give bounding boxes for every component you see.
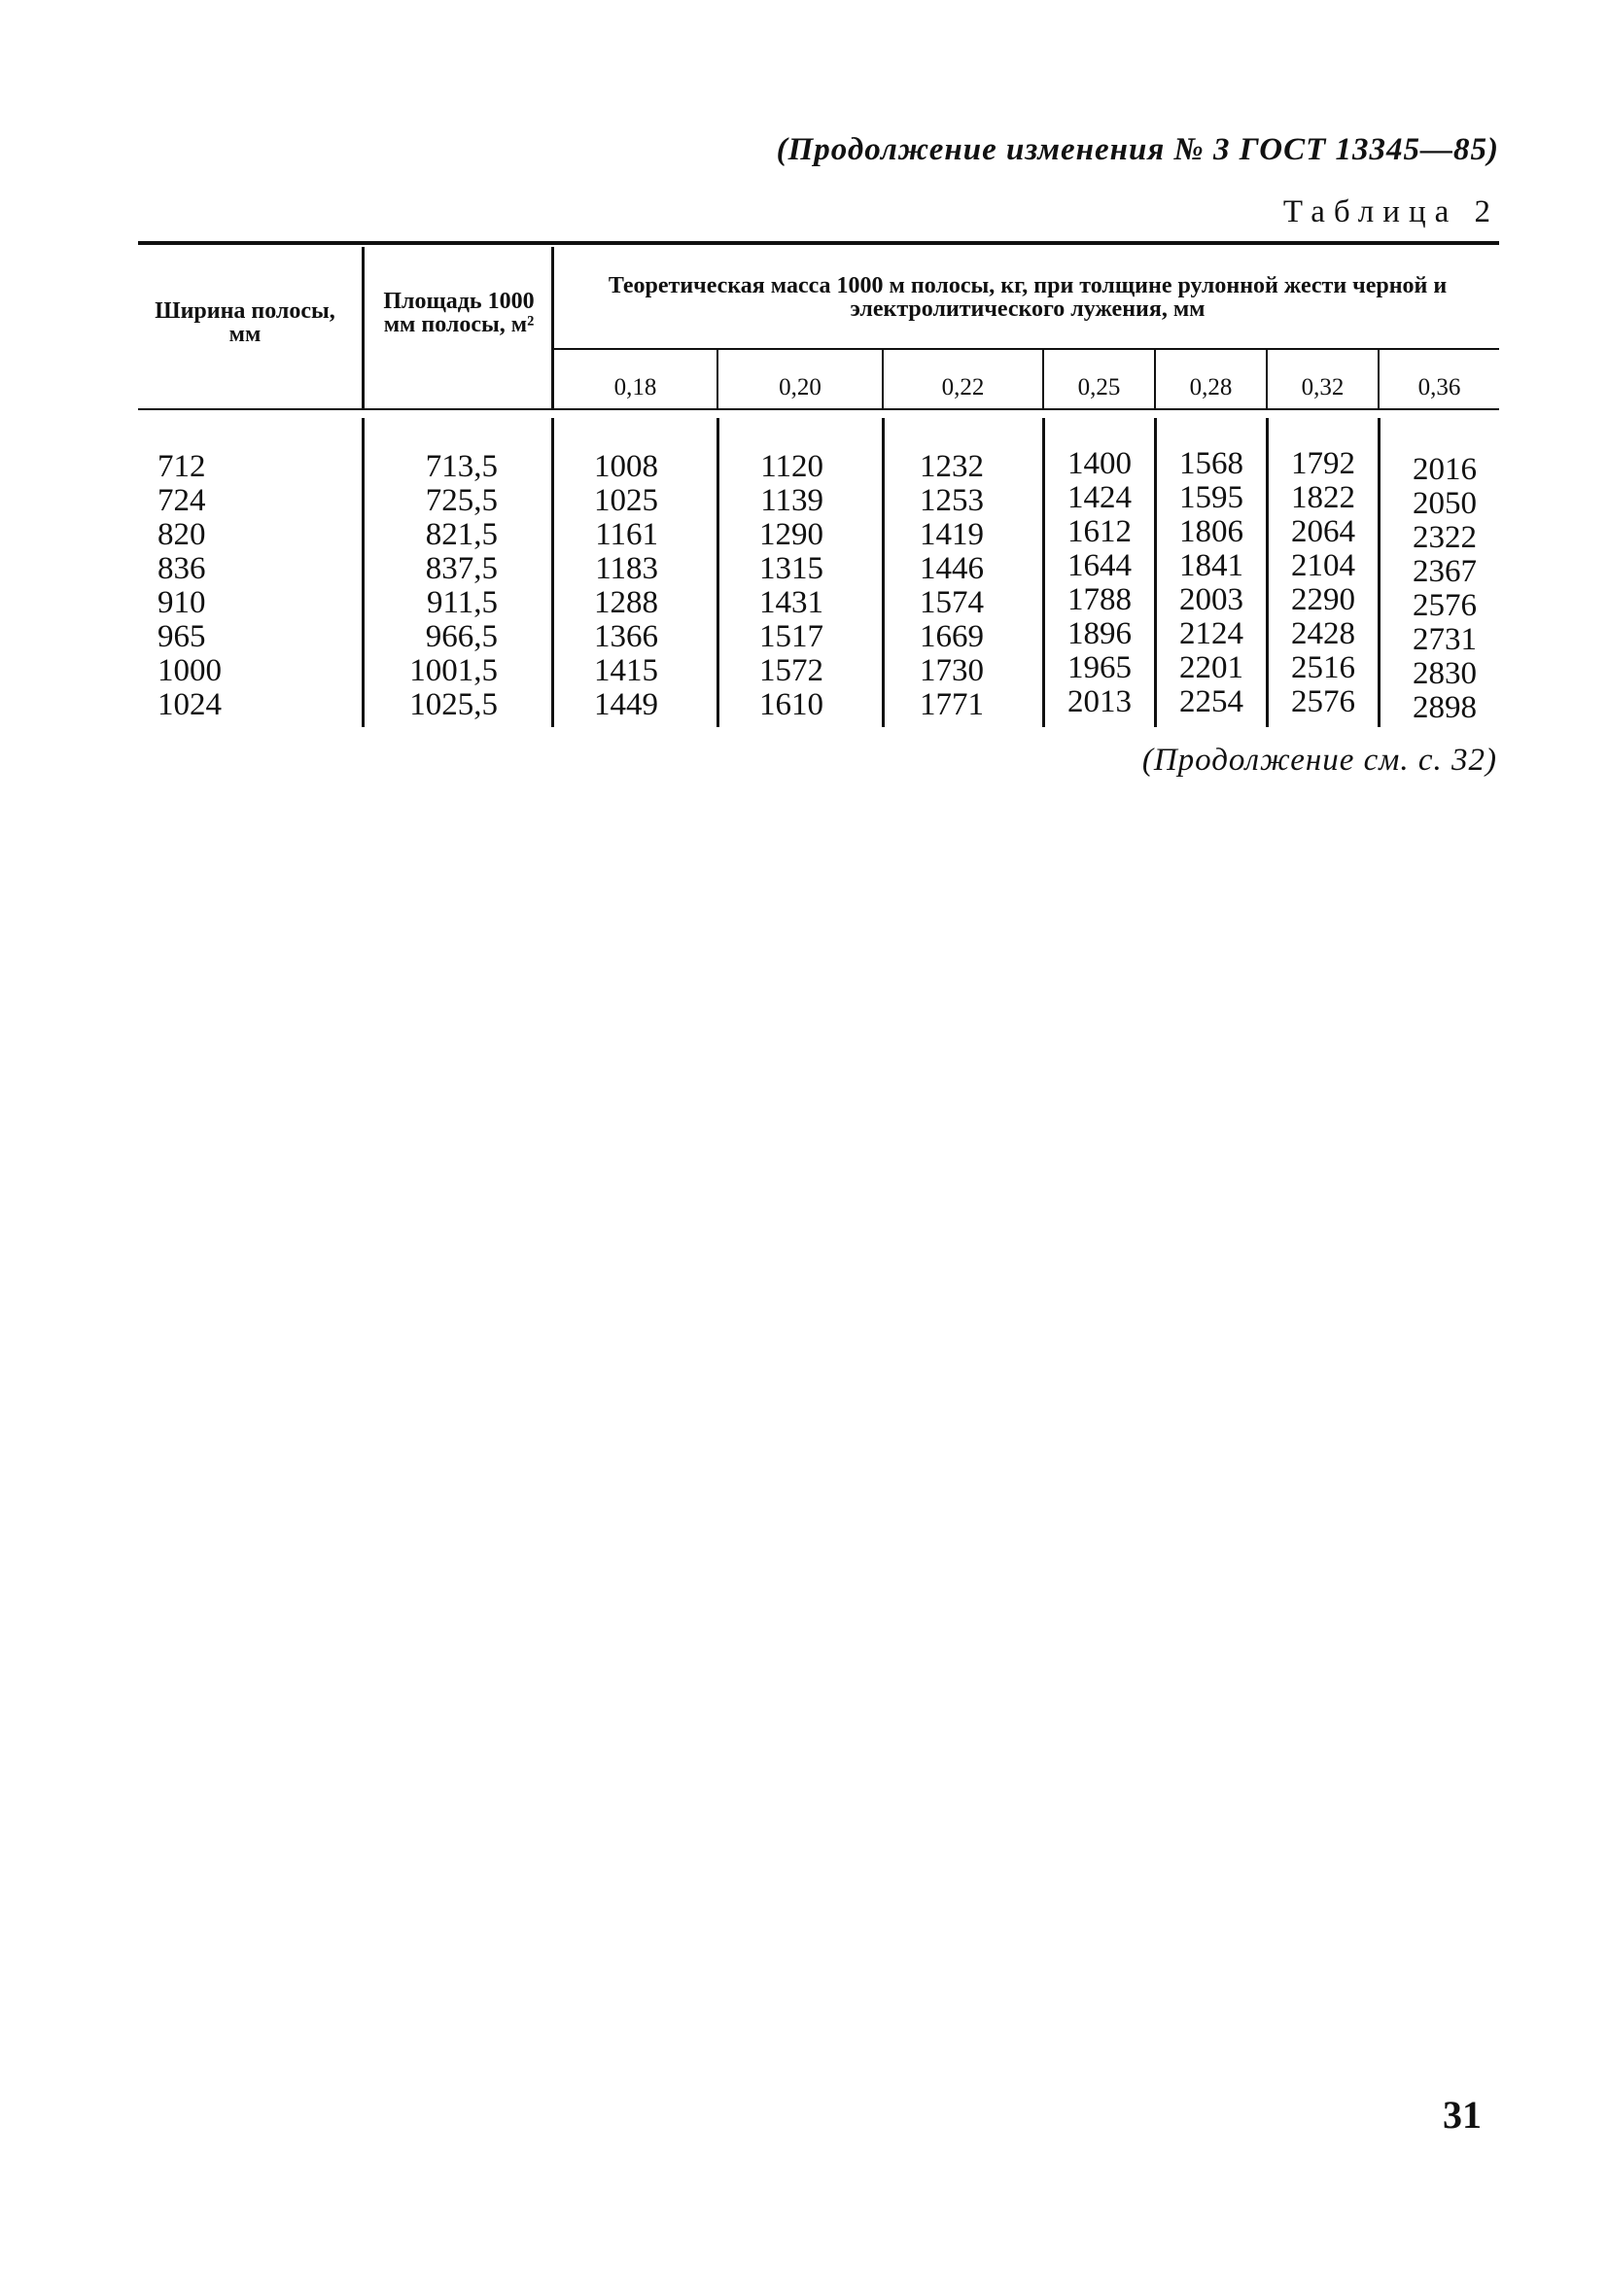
mass-cell: 2516 bbox=[1291, 650, 1355, 685]
mass-cell: 2428 bbox=[1291, 616, 1355, 651]
mass-cell: 1415 bbox=[594, 653, 658, 688]
mass-cell: 2576 bbox=[1413, 588, 1477, 623]
mass-cell: 2016 bbox=[1413, 452, 1477, 487]
mass-cell: 1572 bbox=[759, 653, 823, 688]
body-rule-t3 bbox=[1042, 418, 1045, 727]
table-row: 724 bbox=[157, 483, 206, 518]
table-row: 910 bbox=[157, 585, 206, 620]
mass-cell: 1822 bbox=[1291, 480, 1355, 515]
mass-cell: 1139 bbox=[760, 483, 823, 518]
area-cell: 911,5 bbox=[426, 585, 498, 620]
area-cell: 1025,5 bbox=[409, 687, 498, 722]
thickness-header: 0,32 bbox=[1301, 374, 1345, 400]
mass-cell: 1290 bbox=[759, 517, 823, 552]
mass-cell: 1366 bbox=[594, 619, 658, 654]
continuation-header: (Продолжение изменения № 3 ГОСТ 13345—85) bbox=[776, 132, 1499, 167]
mass-cell: 1315 bbox=[759, 551, 823, 586]
thickness-header: 0,28 bbox=[1189, 374, 1233, 400]
mass-cell: 1120 bbox=[760, 449, 823, 484]
mass-cell: 1669 bbox=[920, 619, 984, 654]
mass-cell: 2050 bbox=[1413, 486, 1477, 521]
mass-table bbox=[138, 241, 1499, 727]
mass-cell: 2576 bbox=[1291, 684, 1355, 719]
mass-cell: 1025 bbox=[594, 483, 658, 518]
mass-cell: 1568 bbox=[1179, 446, 1243, 481]
header-bottom-rule bbox=[138, 408, 1499, 410]
mass-cell: 2254 bbox=[1179, 684, 1243, 719]
table-row: 712 bbox=[157, 449, 206, 484]
mass-cell: 2367 bbox=[1413, 554, 1477, 589]
mass-cell: 2013 bbox=[1067, 684, 1132, 719]
mass-cell: 1253 bbox=[920, 483, 984, 518]
mass-cell: 1896 bbox=[1067, 616, 1132, 651]
body-rule-t5 bbox=[1266, 418, 1269, 727]
mass-cell: 2064 bbox=[1291, 514, 1355, 549]
thickness-header: 0,36 bbox=[1417, 374, 1461, 400]
mass-cell: 1788 bbox=[1067, 582, 1132, 617]
continuation-footer: (Продолжение см. с. 32) bbox=[1141, 743, 1497, 778]
mass-cell: 1610 bbox=[759, 687, 823, 722]
table-row: 820 bbox=[157, 517, 206, 552]
mass-cell: 1612 bbox=[1067, 514, 1132, 549]
mass-cell: 1288 bbox=[594, 585, 658, 620]
mass-cell: 1232 bbox=[920, 449, 984, 484]
table-row: 1024 bbox=[157, 687, 222, 722]
mass-cell: 1965 bbox=[1067, 650, 1132, 685]
mass-cell: 1446 bbox=[920, 551, 984, 586]
thickness-header: 0,22 bbox=[941, 374, 985, 400]
mass-cell: 1730 bbox=[920, 653, 984, 688]
mass-cell: 1449 bbox=[594, 687, 658, 722]
mass-cell: 1419 bbox=[920, 517, 984, 552]
mass-cell: 1431 bbox=[759, 585, 823, 620]
table-title: Таблица 2 bbox=[1282, 194, 1499, 229]
mass-cell: 2898 bbox=[1413, 690, 1477, 725]
table-row: 965 bbox=[157, 619, 206, 654]
mass-cell: 1424 bbox=[1067, 480, 1132, 515]
mass-cell: 2830 bbox=[1413, 656, 1477, 691]
mass-cell: 2290 bbox=[1291, 582, 1355, 617]
mass-cell: 2124 bbox=[1179, 616, 1243, 651]
area-cell: 966,5 bbox=[425, 619, 498, 654]
body-rule-width bbox=[362, 418, 365, 727]
mass-cell: 1771 bbox=[920, 687, 984, 722]
body-rule-t2 bbox=[882, 418, 885, 727]
mass-cell: 1806 bbox=[1179, 514, 1243, 549]
area-cell: 1001,5 bbox=[409, 653, 498, 688]
width-column-header: Ширина полосы, мм bbox=[155, 298, 335, 347]
mass-cell: 1841 bbox=[1179, 548, 1243, 583]
page-number: 31 bbox=[1443, 2093, 1482, 2137]
mass-cell: 2731 bbox=[1413, 622, 1477, 657]
table-row: 836 bbox=[157, 551, 206, 586]
mass-cell: 1595 bbox=[1179, 480, 1243, 515]
thickness-header: 0,25 bbox=[1077, 374, 1121, 400]
area-cell: 725,5 bbox=[425, 483, 498, 518]
area-cell: 821,5 bbox=[425, 517, 498, 552]
mass-cell: 1792 bbox=[1291, 446, 1355, 481]
mass-cell: 2322 bbox=[1413, 520, 1477, 555]
mass-cell: 1400 bbox=[1067, 446, 1132, 481]
mass-cell: 1574 bbox=[920, 585, 984, 620]
table-row: 1000 bbox=[157, 653, 222, 688]
mass-group-header: Теоретическая масса 1000 м полосы, кг, при толщине рулонной жести черной и электролитического лужения, мм bbox=[608, 273, 1448, 322]
thickness-header: 0,20 bbox=[779, 374, 821, 400]
body-rule-t6 bbox=[1378, 418, 1381, 727]
body-rule-area bbox=[551, 418, 554, 727]
mass-cell: 1644 bbox=[1067, 548, 1132, 583]
thickness-header: 0,18 bbox=[613, 374, 657, 400]
mass-cell: 2003 bbox=[1179, 582, 1243, 617]
mass-cell: 1008 bbox=[594, 449, 658, 484]
area-column-header: Площадь 1000 мм полосы, м² bbox=[383, 289, 535, 337]
area-cell: 837,5 bbox=[425, 551, 498, 586]
area-cell: 713,5 bbox=[425, 449, 498, 484]
mass-cell: 1517 bbox=[759, 619, 823, 654]
mass-cell: 1161 bbox=[595, 517, 658, 552]
table-top-rule bbox=[138, 241, 1499, 245]
mass-cell: 2201 bbox=[1179, 650, 1243, 685]
mass-cell: 1183 bbox=[595, 551, 658, 586]
body-rule-t1 bbox=[717, 418, 719, 727]
body-rule-t4 bbox=[1154, 418, 1157, 727]
group-header-rule bbox=[551, 348, 1499, 350]
col-rule-width bbox=[362, 247, 365, 408]
mass-cell: 2104 bbox=[1291, 548, 1355, 583]
